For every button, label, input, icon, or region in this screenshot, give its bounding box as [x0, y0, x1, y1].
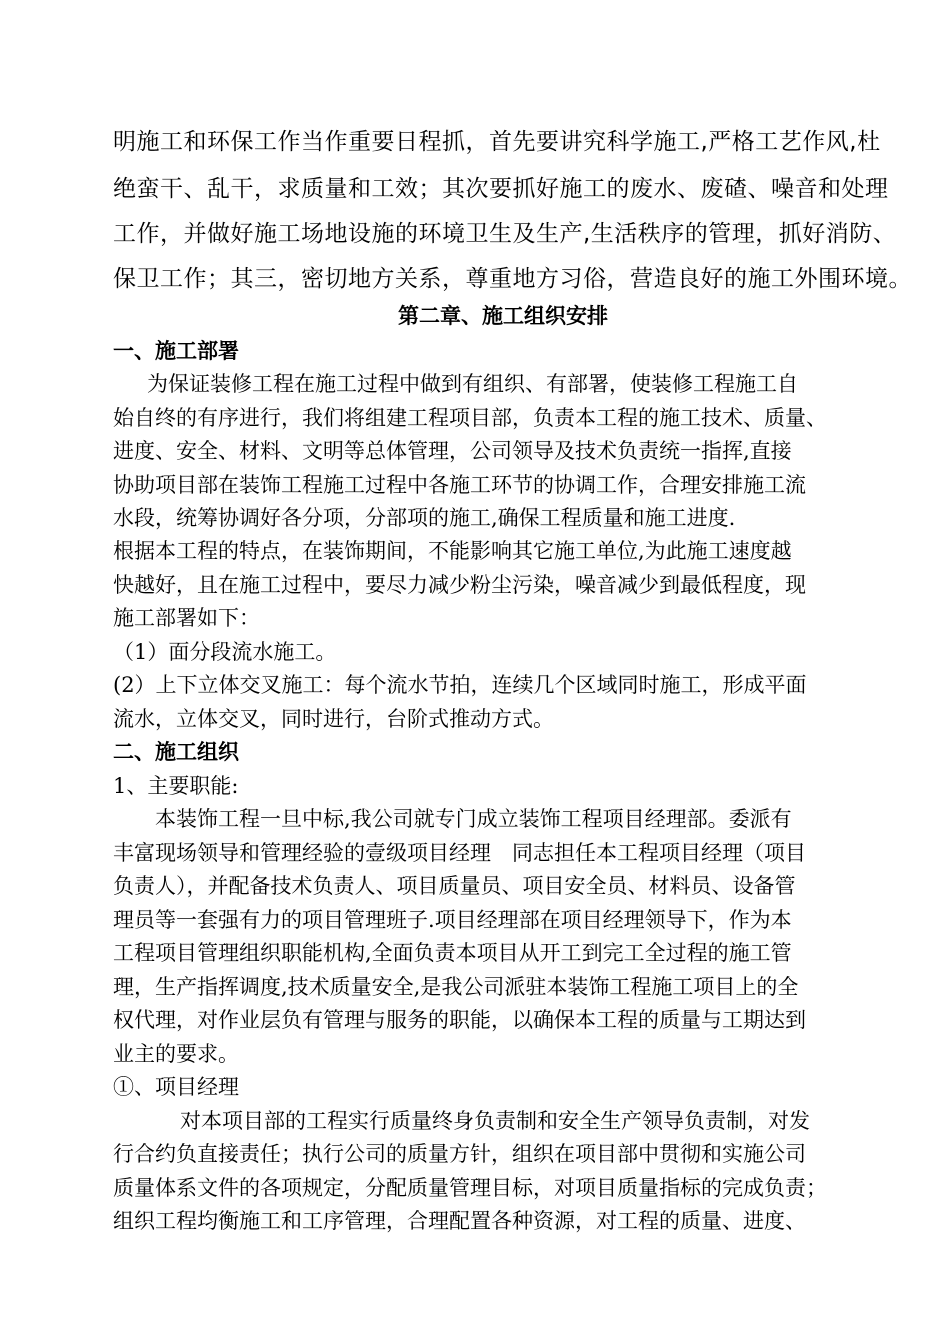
intro-line: 工作，并做好施工场地设施的环境卫生及生产,生活秩序的管理，抓好消防、 [113, 221, 897, 247]
body-line: 对本项目部的工程实行质量终身负责制和安全生产领导负责制，对发 [180, 1109, 810, 1133]
body-line: 根据本工程的特点，在装饰期间，不能影响其它施工单位,为此施工速度越 [113, 539, 792, 563]
body-line: 工程项目管理组织职能机构,全面负责本项目从开工到完工全过程的施工管 [113, 941, 792, 965]
body-line: 始自终的有序进行，我们将组建工程项目部，负责本工程的施工技术、质量、 [113, 406, 827, 430]
body-line: 权代理，对作业层负有管理与服务的职能，以确保本工程的质量与工期达到 [113, 1008, 806, 1032]
body-line: 丰富现场领导和管理经验的壹级项目经理 同志担任本工程项目经理（项目 [113, 841, 806, 865]
body-line: 理，生产指挥调度,技术质量安全,是我公司派驻本装饰工程施工项目上的全 [113, 975, 799, 999]
section-heading: 一、施工部署 [113, 338, 239, 363]
intro-line: 保卫工作；其三，密切地方关系，尊重地方习俗，营造良好的施工外围环境。 [113, 266, 912, 292]
body-line: 质量体系文件的各项规定，分配质量管理目标，对项目质量指标的完成负责； [113, 1176, 827, 1200]
body-line: 本装饰工程一旦中标,我公司就专门成立装饰工程项目经理部。委派有 [155, 807, 792, 831]
section-heading: 二、施工组织 [113, 739, 239, 764]
body-line: 组织工程均衡施工和工序管理，合理配置各种资源，对工程的质量、进度、 [113, 1209, 806, 1233]
body-line: 为保证装修工程在施工过程中做到有组织、有部署，使装修工程施工自 [147, 372, 798, 396]
list-item: (2）上下立体交叉施工：每个流水节拍，连续几个区域同时施工，形成平面 [113, 673, 807, 697]
body-line: 快越好，且在施工过程中，要尽力减少粉尘污染，噪音减少到最低程度，现 [113, 573, 806, 597]
body-line: 进度、安全、材料、文明等总体管理，公司领导及技术负责统一指挥,直接 [113, 439, 792, 463]
body-line: 施工部署如下： [113, 606, 260, 630]
body-line: 理员等一套强有力的项目管理班子.项目经理部在项目经理领导下，作为本 [113, 908, 792, 932]
subsection-heading: 1、主要职能: [113, 774, 239, 798]
body-line: 行合约负直接责任；执行公司的质量方针，组织在项目部中贯彻和实施公司 [113, 1142, 806, 1166]
body-line: 协助项目部在装饰工程施工过程中各施工环节的协调工作，合理安排施工流 [113, 473, 806, 497]
body-line: 负责人），并配备技术负责人、项目质量员、项目安全员、材料员、设备管 [113, 874, 796, 898]
intro-line: 绝蛮干、乱干，求质量和工效；其次要抓好施工的废水、废碴、噪音和处理 [113, 176, 889, 202]
body-line: 水段，统筹协调好各分项，分部项的施工,确保工程质量和施工进度. [113, 506, 736, 530]
list-item: （1）面分段流水施工。 [113, 640, 337, 664]
chapter-title: 第二章、施工组织安排 [398, 303, 608, 328]
intro-line: 明施工和环保工作当作重要日程抓，首先要讲究科学施工,严格工艺作风,杜 [113, 129, 881, 155]
list-item-continuation: 流水，立体交叉，同时进行，台阶式推动方式。 [113, 707, 554, 731]
role-heading: ①、项目经理 [113, 1075, 239, 1099]
body-line: 业主的要求。 [113, 1042, 239, 1066]
